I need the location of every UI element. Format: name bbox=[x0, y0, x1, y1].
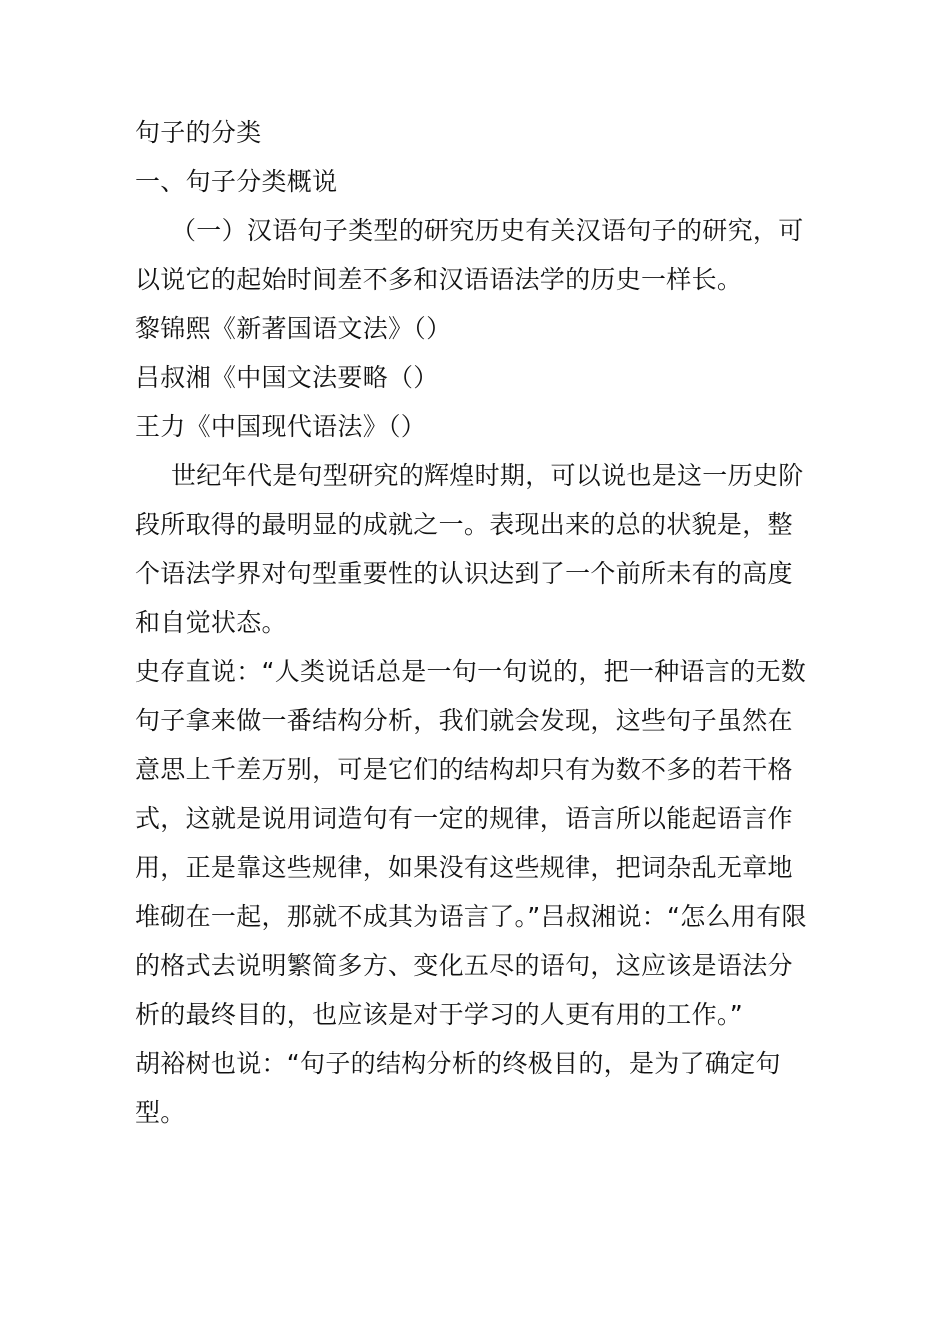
paragraph-intro: （一）汉语句子类型的研究历史有关汉语句子的研究，可以说它的起始时间差不多和汉语语法学的历史一样长。 bbox=[135, 216, 804, 294]
document-title: 句子的分类 bbox=[135, 118, 262, 147]
section-heading: 一、句子分类概说 bbox=[135, 167, 338, 196]
document-body bbox=[135, 108, 815, 1137]
paragraph-quotes: 史存直说：“人类说话总是一句一句说的，把一种语言的无数句子拿来做一番结构分析，我们就会发现，这些句子虽然在意思上千差万别，可是它们的结构却只有为数不多的若干格式，这就是说用词造句有一定的规律，语言所以能起语言作用，正是靠这些规律，如果没有这些规律，把词杂乱无章地堆砌在一起，那就不成其为语言了。”吕叔湘说：“怎么用有限的格式去说明繁简多方、变化五尽的语句，这应该是语法分析的最终目的，也应该是对于学习的人更有用的工作。” bbox=[135, 657, 807, 1029]
paragraph-era: 世纪年代是句型研究的辉煌时期，可以说也是这一历史阶段所取得的最明显的成就之一。表现出来的总的状貌是，整个语法学界对句型重要性的认识达到了一个前所未有的高度和自觉状态。 bbox=[135, 461, 804, 637]
paragraph-hu: 胡裕树也说：“句子的结构分析的终极目的，是为了确定句型。 bbox=[135, 1049, 781, 1127]
book-reference-lv: 吕叔湘《中国文法要略（） bbox=[135, 363, 439, 392]
book-reference-wang: 王力《中国现代语法》（） bbox=[135, 412, 427, 441]
book-reference-li: 黎锦熙《新著国语文法》（） bbox=[135, 314, 452, 343]
